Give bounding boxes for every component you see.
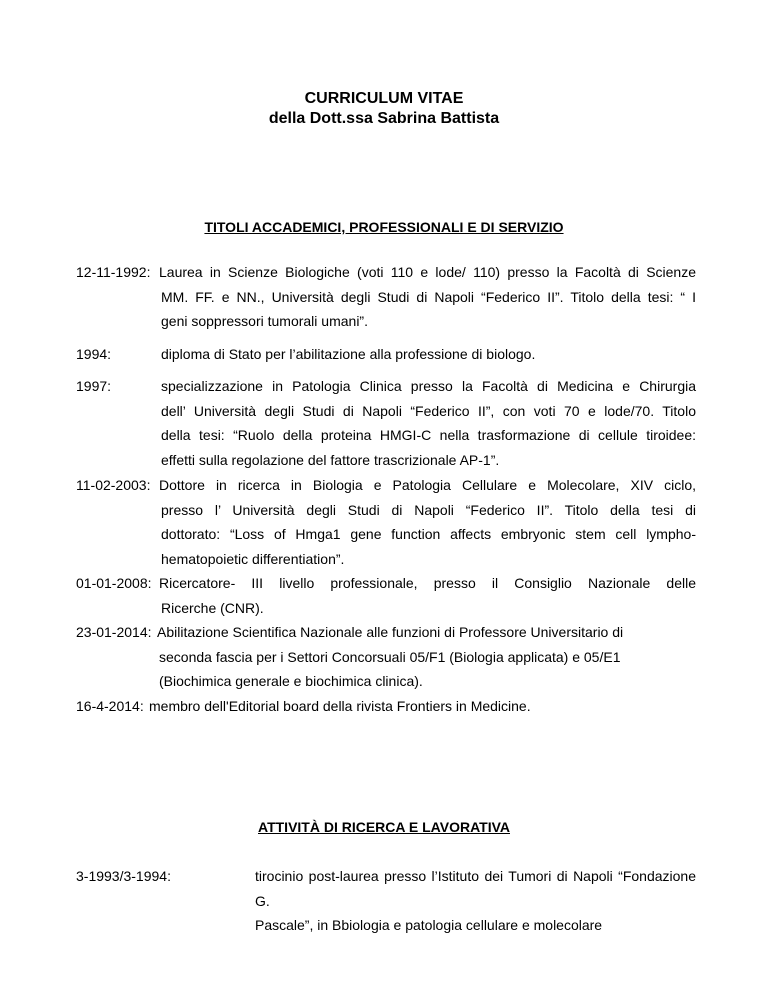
list-item <box>76 571 696 621</box>
entry-line: dell’ Università degli Studi di Napoli “Federico II”, con voti 70 e lode/70. Titolo <box>161 402 696 419</box>
list-item <box>76 374 696 472</box>
entry-date: 23-01-2014: <box>76 624 152 640</box>
section-heading-research-activity: ATTIVITÀ DI RICERCA E LAVORATIVA <box>258 819 510 835</box>
list-item <box>76 620 696 694</box>
entry-line: seconda fascia per i Settori Concorsuali 05/F1 (Biologia applicata) e 05/E1 <box>159 648 621 665</box>
entry-line: specializzazione in Patologia Clinica presso la Facoltà di Medicina e Chirurgia <box>161 378 696 394</box>
entry-line: Ricercatore- III livello professionale, presso il Consiglio Nazionale delle <box>159 575 696 591</box>
entry-date: 16-4-2014: <box>76 698 144 714</box>
entry-date: 11-02-2003: <box>76 477 151 493</box>
entry-line: geni soppressori tumorali umani”. <box>161 313 368 329</box>
entry-line: della tesi: “Ruolo della proteina HMGI-C nella trasformazione di cellule tiroidee: <box>161 427 696 443</box>
entry-line: Abilitazione Scientifica Nazionale alle funzioni di Professore Universitario di <box>157 624 624 640</box>
section-heading-academic-titles: TITOLI ACCADEMICI, PROFESSIONALI E DI SERVIZIO <box>204 219 564 235</box>
entry-date: 12-11-1992: <box>76 264 151 280</box>
document-subtitle: della Dott.ssa Sabrina Battista <box>268 110 500 127</box>
entry-date: 1997: <box>76 378 112 394</box>
entry-date: 3-1993/3-1994: <box>76 868 171 884</box>
list-item <box>76 694 696 719</box>
entry-line: Dottore in ricerca in Biologia e Patologia Cellulare e Molecolare, XIV ciclo, <box>159 477 696 493</box>
list-item <box>76 864 696 933</box>
entry-line: membro dell'Editorial board della rivista Frontiers in Medicine. <box>149 698 531 714</box>
entry-line: dottorato: “Loss of Hmga1 gene function affects embryonic stem cell lympho- <box>161 526 696 542</box>
entry-line: hematopoietic differentiation”. <box>161 550 345 567</box>
entry-line: (Biochimica generale e biochimica clinica). <box>159 673 423 689</box>
document-title: CURRICULUM VITAE <box>304 90 464 107</box>
entry-line: Laurea in Scienze Biologiche (voti 110 e lode/ 110) presso la Facoltà di Scienze <box>159 264 696 280</box>
list-item <box>76 473 696 571</box>
entry-line: Ricerche (CNR). <box>161 599 264 616</box>
entry-line: effetti sulla regolazione del fattore trascrizionale AP-1”. <box>161 451 500 468</box>
list-item <box>76 260 696 334</box>
entry-date: 01-01-2008: <box>76 575 152 591</box>
entry-date: 1994: <box>76 346 112 362</box>
entry-line: tirocinio post-laurea presso l’Istituto dei Tumori di Napoli “Fondazione G. <box>255 868 696 909</box>
entry-line: MM. FF. e NN., Università degli Studi di Napoli “Federico II”. Titolo della tesi: “ I <box>161 288 696 305</box>
entry-line: diploma di Stato per l’abilitazione alla professione di biologo. <box>161 346 536 362</box>
entry-line: Pascale”, in Bbiologia e patologia cellulare e molecolare <box>255 917 603 933</box>
list-item <box>76 342 696 367</box>
entry-line: presso l’ Università degli Studi di Napoli “Federico II”. Titolo della tesi di <box>161 501 696 518</box>
